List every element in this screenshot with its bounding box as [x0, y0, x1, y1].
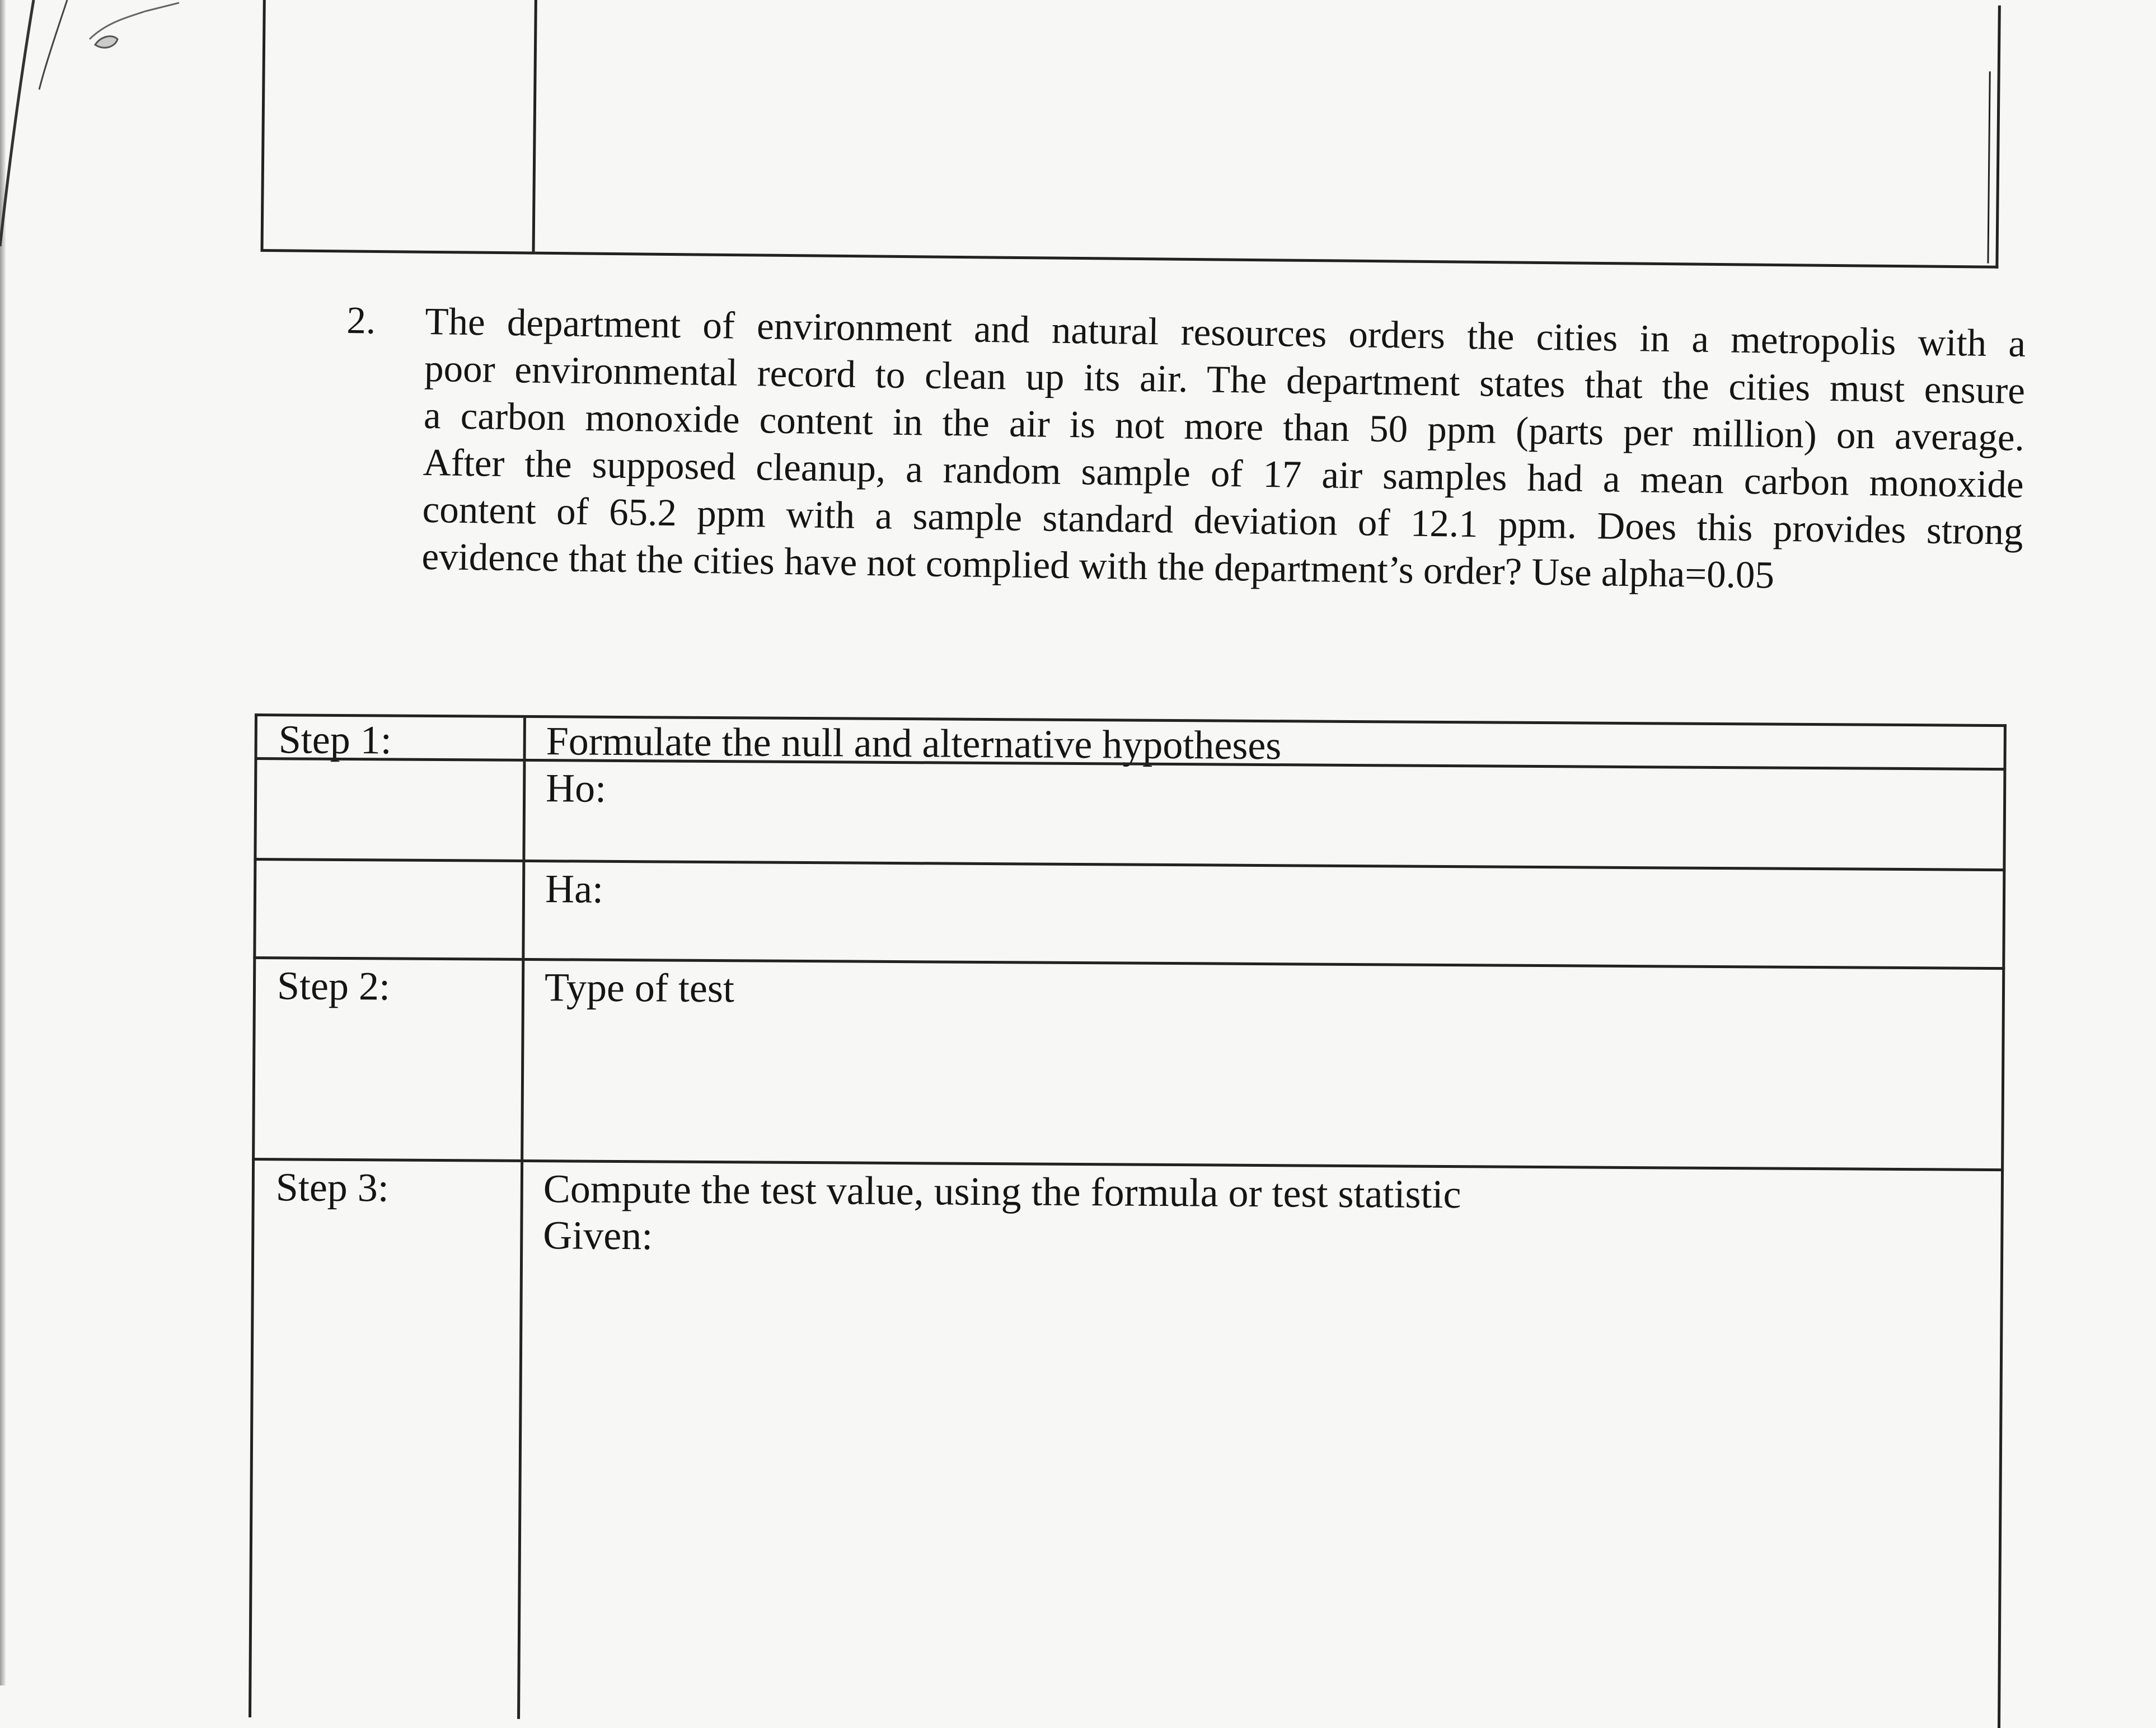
previous-answer-table — [260, 0, 2000, 269]
question-line: The department of environment and natural resources orders the cities in a metropolis with a — [424, 299, 2026, 365]
question-line: poor environmental record to clean up its air. The department states that the cities must ensure — [424, 346, 2026, 412]
step2-label: Step 2: — [255, 959, 524, 1159]
question-2 — [343, 297, 2026, 602]
table-column-divider — [532, 0, 537, 252]
step3-answer-cell[interactable] — [520, 1162, 2001, 1728]
ho-left-cell — [256, 760, 526, 860]
step1-heading: Formulate the null and alternative hypotheses — [546, 719, 1282, 768]
question-line: After the supposed cleanup, a random sample of 17 air samples had a mean carbon monoxide — [423, 440, 2024, 506]
table-double-border — [1987, 72, 1990, 264]
steps-table — [249, 713, 2007, 1728]
question-line: content of 65.2 ppm with a sample standard deviation of 12.1 ppm. Does this provides strong — [422, 487, 2023, 553]
step2-answer-cell[interactable] — [523, 961, 2002, 1168]
step3-label: Step 3: — [251, 1161, 523, 1719]
question-number: 2. — [346, 298, 376, 342]
step2-heading: Type of test — [544, 965, 735, 1011]
step1-label: Step 1: — [257, 716, 526, 759]
step2-row — [252, 956, 2005, 1168]
question-line: a carbon monoxide content in the air is not more than 50 ppm (parts per million) on average. — [423, 393, 2025, 459]
ha-label: Ha: — [545, 866, 604, 912]
ho-answer-cell[interactable] — [525, 762, 2003, 868]
question-line: evidence that the cities have not complied with the department’s order? Use alpha=0.05 — [421, 534, 1775, 597]
pen-scribble — [0, 0, 201, 257]
ha-row — [253, 858, 2005, 967]
ha-answer-cell[interactable] — [524, 862, 2003, 967]
ho-row — [254, 757, 2006, 868]
ha-left-cell — [256, 861, 525, 958]
ho-label: Ho: — [545, 766, 607, 811]
question-text — [421, 298, 2026, 602]
step3-heading: Compute the test value, using the formula or test statistic — [543, 1166, 1461, 1217]
step3-given-label: Given: — [543, 1213, 653, 1259]
step3-row — [249, 1158, 2004, 1728]
